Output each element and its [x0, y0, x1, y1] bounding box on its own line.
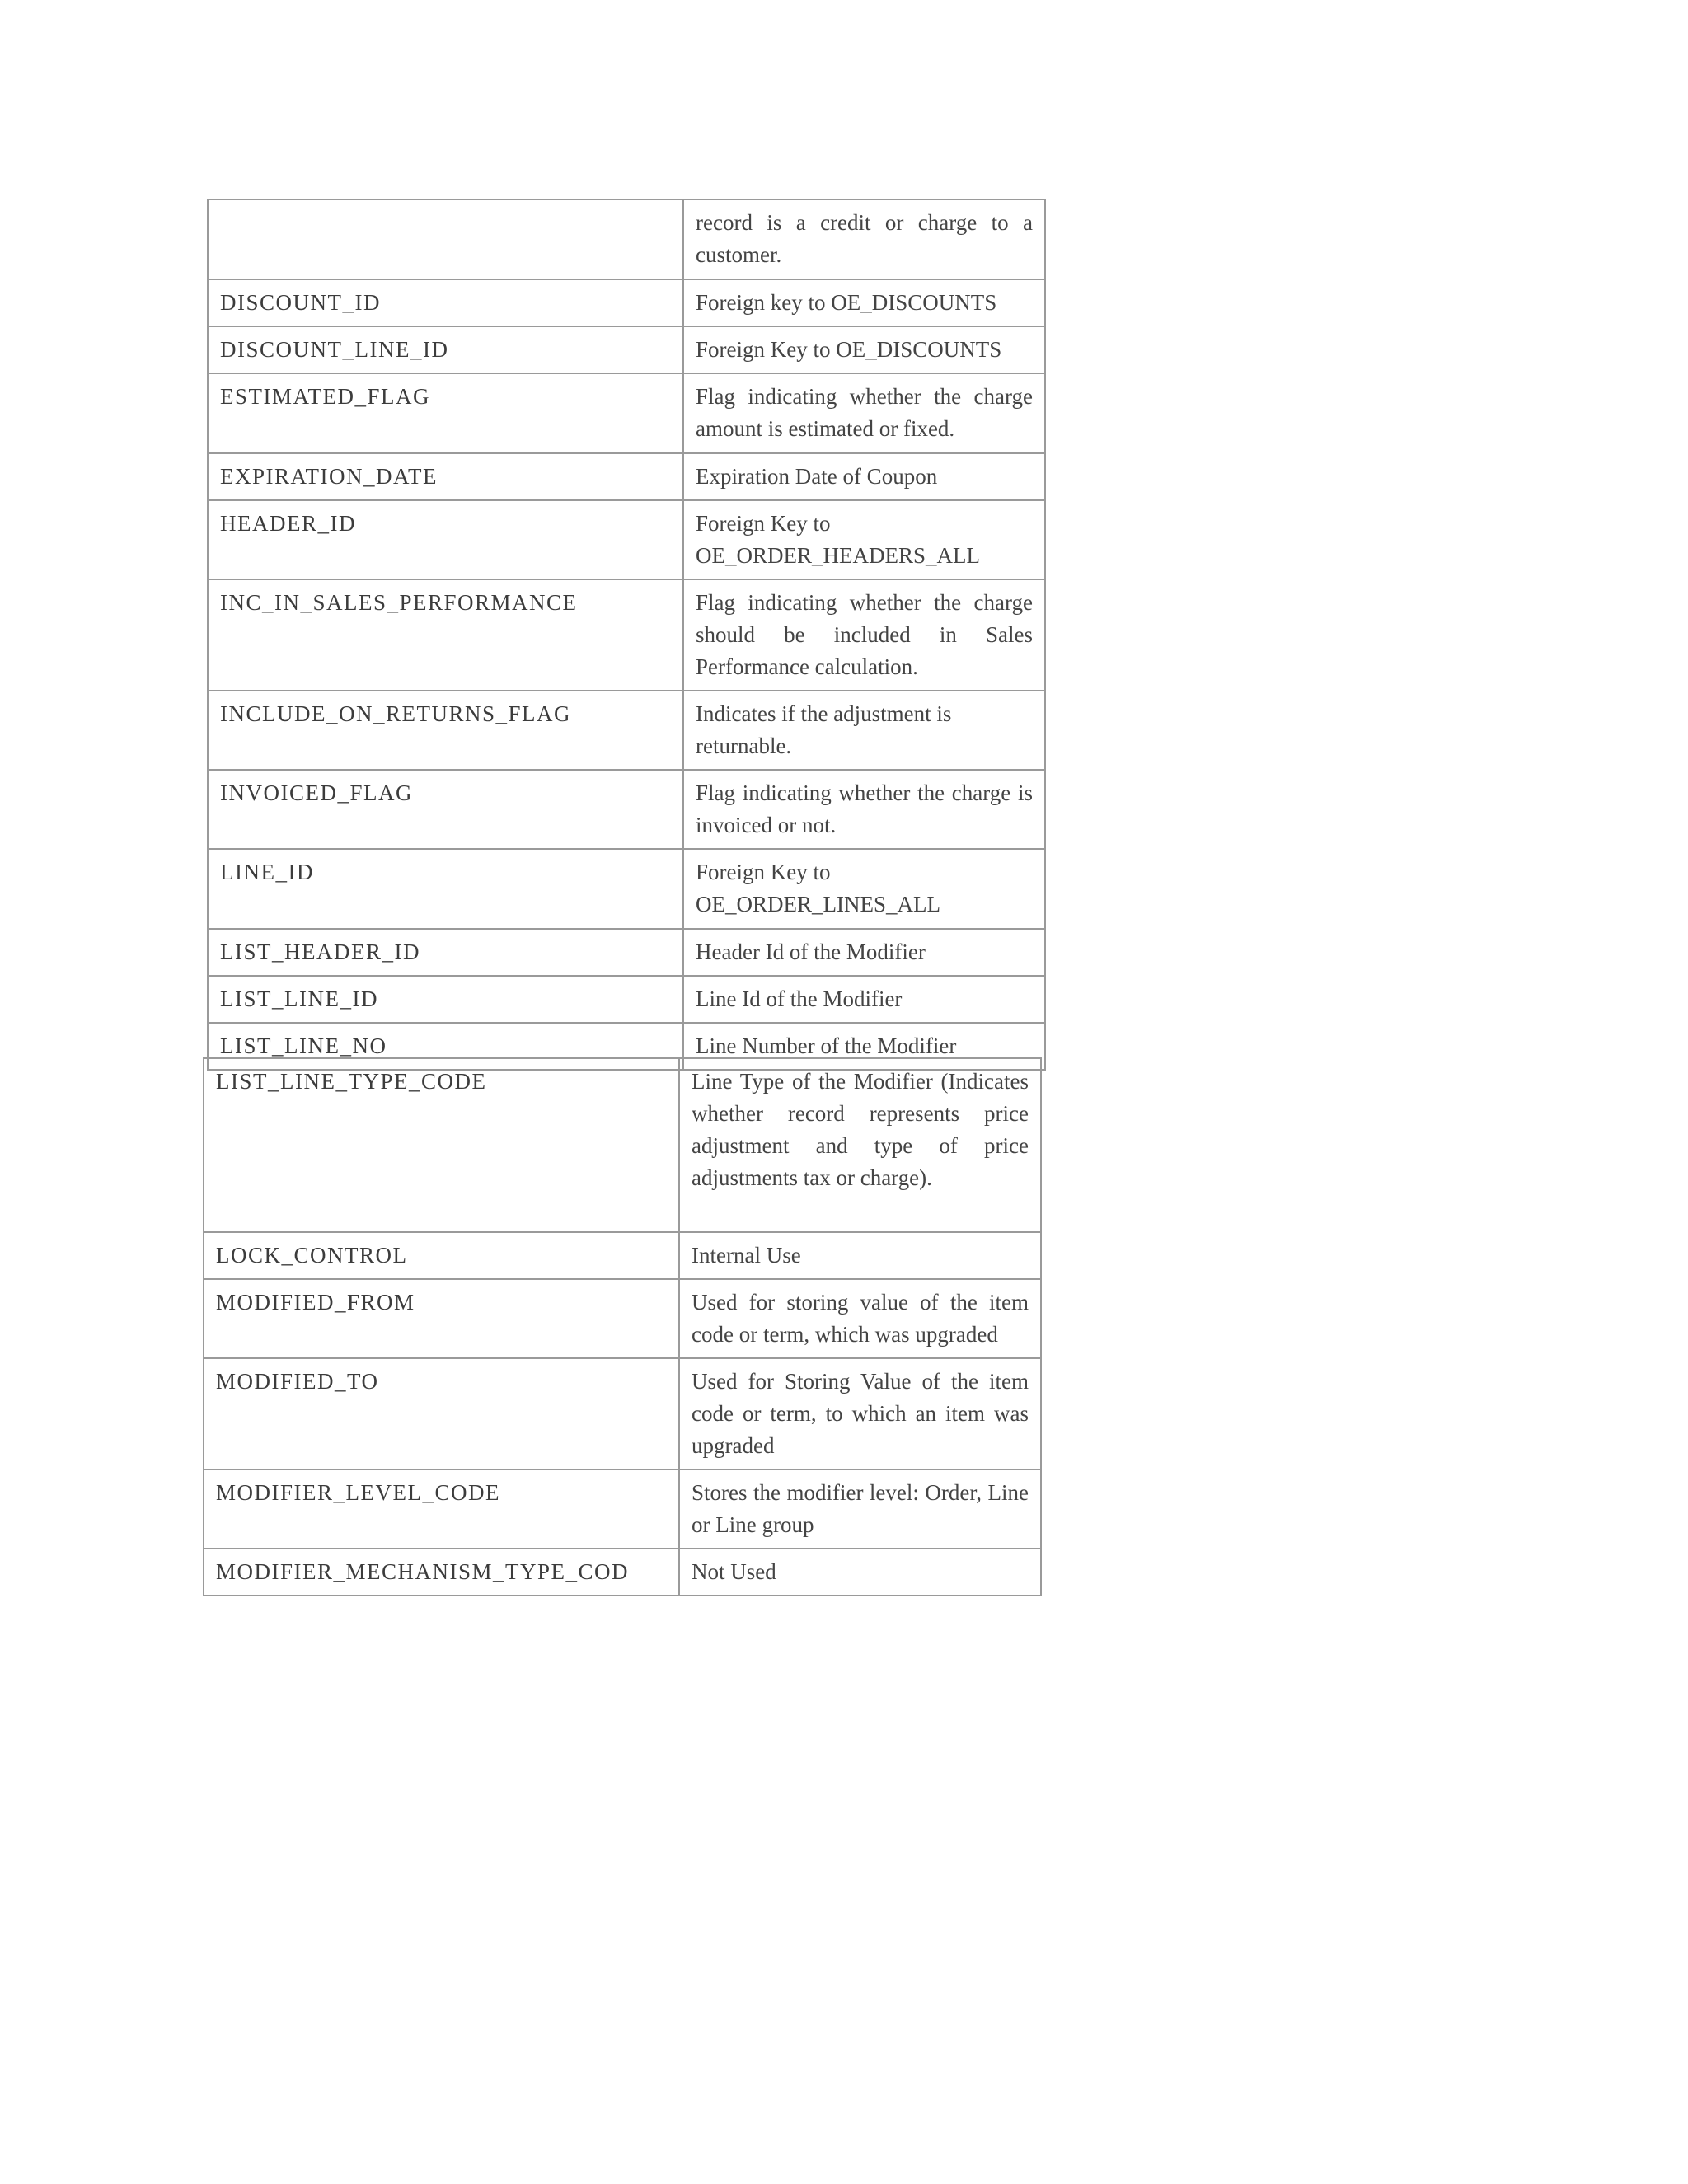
- column-definitions-table-1: [207, 199, 1046, 1071]
- column-name-cell: ESTIMATED_FLAG: [208, 373, 683, 453]
- table-row: [208, 691, 1045, 770]
- column-name-cell: LINE_ID: [208, 849, 683, 929]
- column-description-cell: Stores the modifier level: Order, Line or Line group: [679, 1469, 1041, 1549]
- column-definitions-table-2: [203, 1057, 1042, 1596]
- table-row: [204, 1469, 1041, 1549]
- column-name-cell: INCLUDE_ON_RETURNS_FLAG: [208, 691, 683, 770]
- column-description-cell: Not Used: [679, 1549, 1041, 1596]
- column-name-cell: LIST_HEADER_ID: [208, 929, 683, 976]
- table-row: [204, 1549, 1041, 1596]
- table-row: [208, 929, 1045, 976]
- column-name-cell: MODIFIED_TO: [204, 1358, 679, 1469]
- column-name-cell: INVOICED_FLAG: [208, 770, 683, 849]
- column-name-cell: LIST_LINE_NO: [208, 1023, 683, 1070]
- column-description-cell: Internal Use: [679, 1232, 1041, 1279]
- table-row: [204, 1058, 1041, 1232]
- column-description-cell: Line Number of the Modifier: [683, 1023, 1045, 1070]
- column-description-cell: Foreign key to OE_DISCOUNTS: [683, 279, 1045, 326]
- column-description-cell: Flag indicating whether the charge should be included in Sales Performance calculation.: [683, 579, 1045, 691]
- column-name-cell: LIST_LINE_ID: [208, 976, 683, 1023]
- table-row: [208, 326, 1045, 373]
- column-name-cell: DISCOUNT_ID: [208, 279, 683, 326]
- column-name-cell: MODIFIED_FROM: [204, 1279, 679, 1358]
- table-row: [208, 199, 1045, 279]
- column-description-cell: Indicates if the adjustment is returnable.: [683, 691, 1045, 770]
- column-name-cell: INC_IN_SALES_PERFORMANCE: [208, 579, 683, 691]
- table-row: [204, 1358, 1041, 1469]
- column-name-cell: EXPIRATION_DATE: [208, 453, 683, 500]
- column-description-cell: record is a credit or charge to a customer.: [683, 199, 1045, 279]
- column-description-cell: Header Id of the Modifier: [683, 929, 1045, 976]
- table-row: [208, 770, 1045, 849]
- column-name-cell: MODIFIER_MECHANISM_TYPE_COD: [204, 1549, 679, 1596]
- column-name-cell: LOCK_CONTROL: [204, 1232, 679, 1279]
- column-description-cell: Flag indicating whether the charge amount is estimated or fixed.: [683, 373, 1045, 453]
- column-name-cell: MODIFIER_LEVEL_CODE: [204, 1469, 679, 1549]
- column-description-cell: Flag indicating whether the charge is invoiced or not.: [683, 770, 1045, 849]
- column-description-cell: Used for storing value of the item code or term, which was upgraded: [679, 1279, 1041, 1358]
- table-row: [208, 849, 1045, 929]
- column-description-cell: Used for Storing Value of the item code or term, to which an item was upgraded: [679, 1358, 1041, 1469]
- table-row: [208, 453, 1045, 500]
- column-name-cell: DISCOUNT_LINE_ID: [208, 326, 683, 373]
- table-row: [208, 279, 1045, 326]
- column-name-cell: HEADER_ID: [208, 500, 683, 579]
- column-description-cell: Foreign Key to OE_DISCOUNTS: [683, 326, 1045, 373]
- column-description-cell: Line Id of the Modifier: [683, 976, 1045, 1023]
- table-row: [208, 579, 1045, 691]
- table-row: [208, 373, 1045, 453]
- column-description-cell: Foreign Key to OE_ORDER_HEADERS_ALL: [683, 500, 1045, 579]
- column-description-cell: Expiration Date of Coupon: [683, 453, 1045, 500]
- table-row: [204, 1279, 1041, 1358]
- table-row: [208, 500, 1045, 579]
- column-name-cell: LIST_LINE_TYPE_CODE: [204, 1058, 679, 1232]
- column-name-cell: [208, 199, 683, 279]
- table-row: [208, 976, 1045, 1023]
- column-description-cell: Line Type of the Modifier (Indicates whether record represents price adjustment and type of price adjustments tax or charge).: [679, 1058, 1041, 1232]
- column-description-cell: Foreign Key to OE_ORDER_LINES_ALL: [683, 849, 1045, 929]
- table-row: [204, 1232, 1041, 1279]
